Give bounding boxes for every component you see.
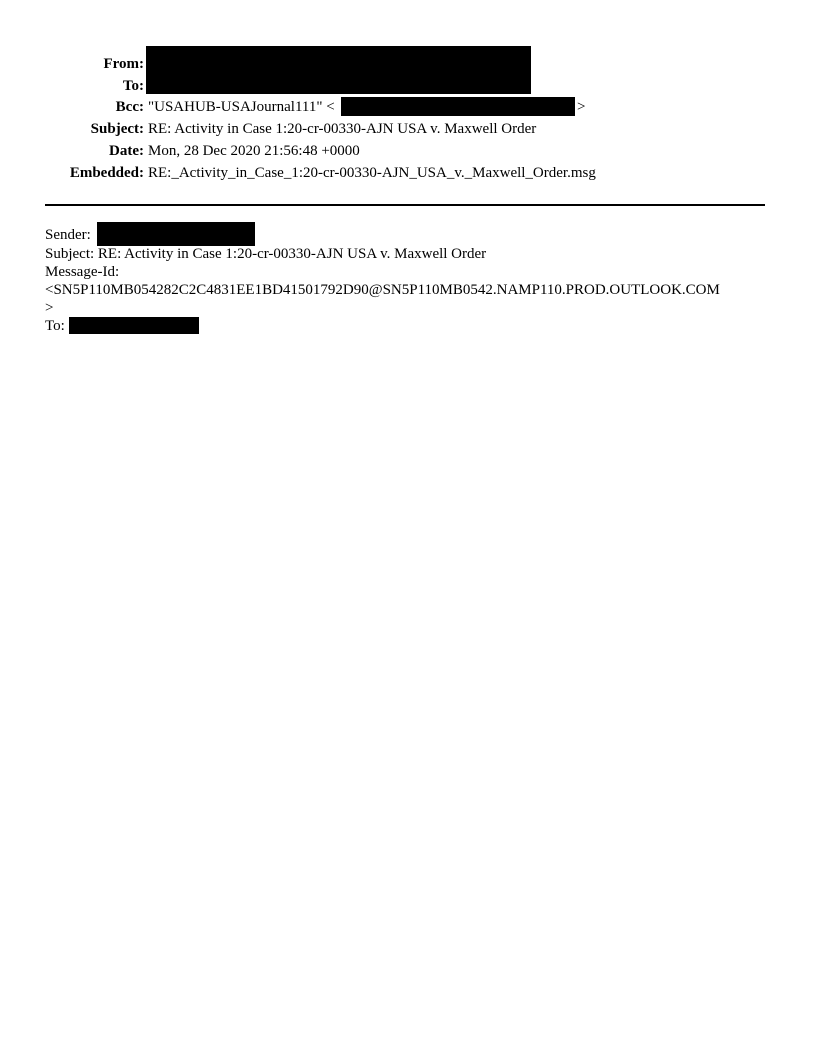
- subject-value: RE: Activity in Case 1:20-cr-00330-AJN USA v. Maxwell Order: [148, 121, 537, 137]
- bcc-close: >: [577, 99, 586, 115]
- embedded-value: RE:_Activity_in_Case_1:20-cr-00330-AJN_USA_v._Maxwell_Order.msg: [148, 165, 596, 181]
- redaction-body-to: [69, 317, 199, 334]
- embedded-label: Embedded:: [69, 165, 144, 181]
- message-id-label: Message-Id:: [45, 264, 120, 280]
- date-value: Mon, 28 Dec 2020 21:56:48 +0000: [148, 143, 360, 159]
- body-to-line: [45, 317, 65, 335]
- bcc-value: [148, 96, 335, 118]
- header-divider: [45, 204, 765, 206]
- message-id-value: <SN5P110MB054282C2C4831EE1BD41501792D90@SN5P110MB0542.NAMP110.PROD.OUTLOOK.COM: [45, 282, 720, 298]
- sender-label: Sender:: [45, 227, 91, 243]
- subject-row: [0, 118, 816, 140]
- date-row: [0, 140, 816, 162]
- date-label: Date:: [109, 143, 144, 159]
- subject-label: Subject:: [90, 121, 144, 137]
- sender-line: [45, 226, 91, 244]
- redaction-from-to: [146, 46, 531, 94]
- embedded-row: [0, 162, 816, 184]
- bcc-name: "USAHUB-USAJournal111" <: [148, 99, 335, 115]
- body-subject-line: Subject: RE: Activity in Case 1:20-cr-00330-AJN USA v. Maxwell Order: [45, 246, 487, 262]
- to-label: To:: [122, 78, 144, 94]
- bcc-label: Bcc:: [115, 99, 144, 115]
- redaction-sender: [97, 222, 255, 246]
- body-to-label: To:: [45, 318, 65, 334]
- redaction-bcc-address: [341, 97, 575, 116]
- message-id-close: >: [45, 300, 54, 316]
- from-label: From:: [103, 56, 144, 72]
